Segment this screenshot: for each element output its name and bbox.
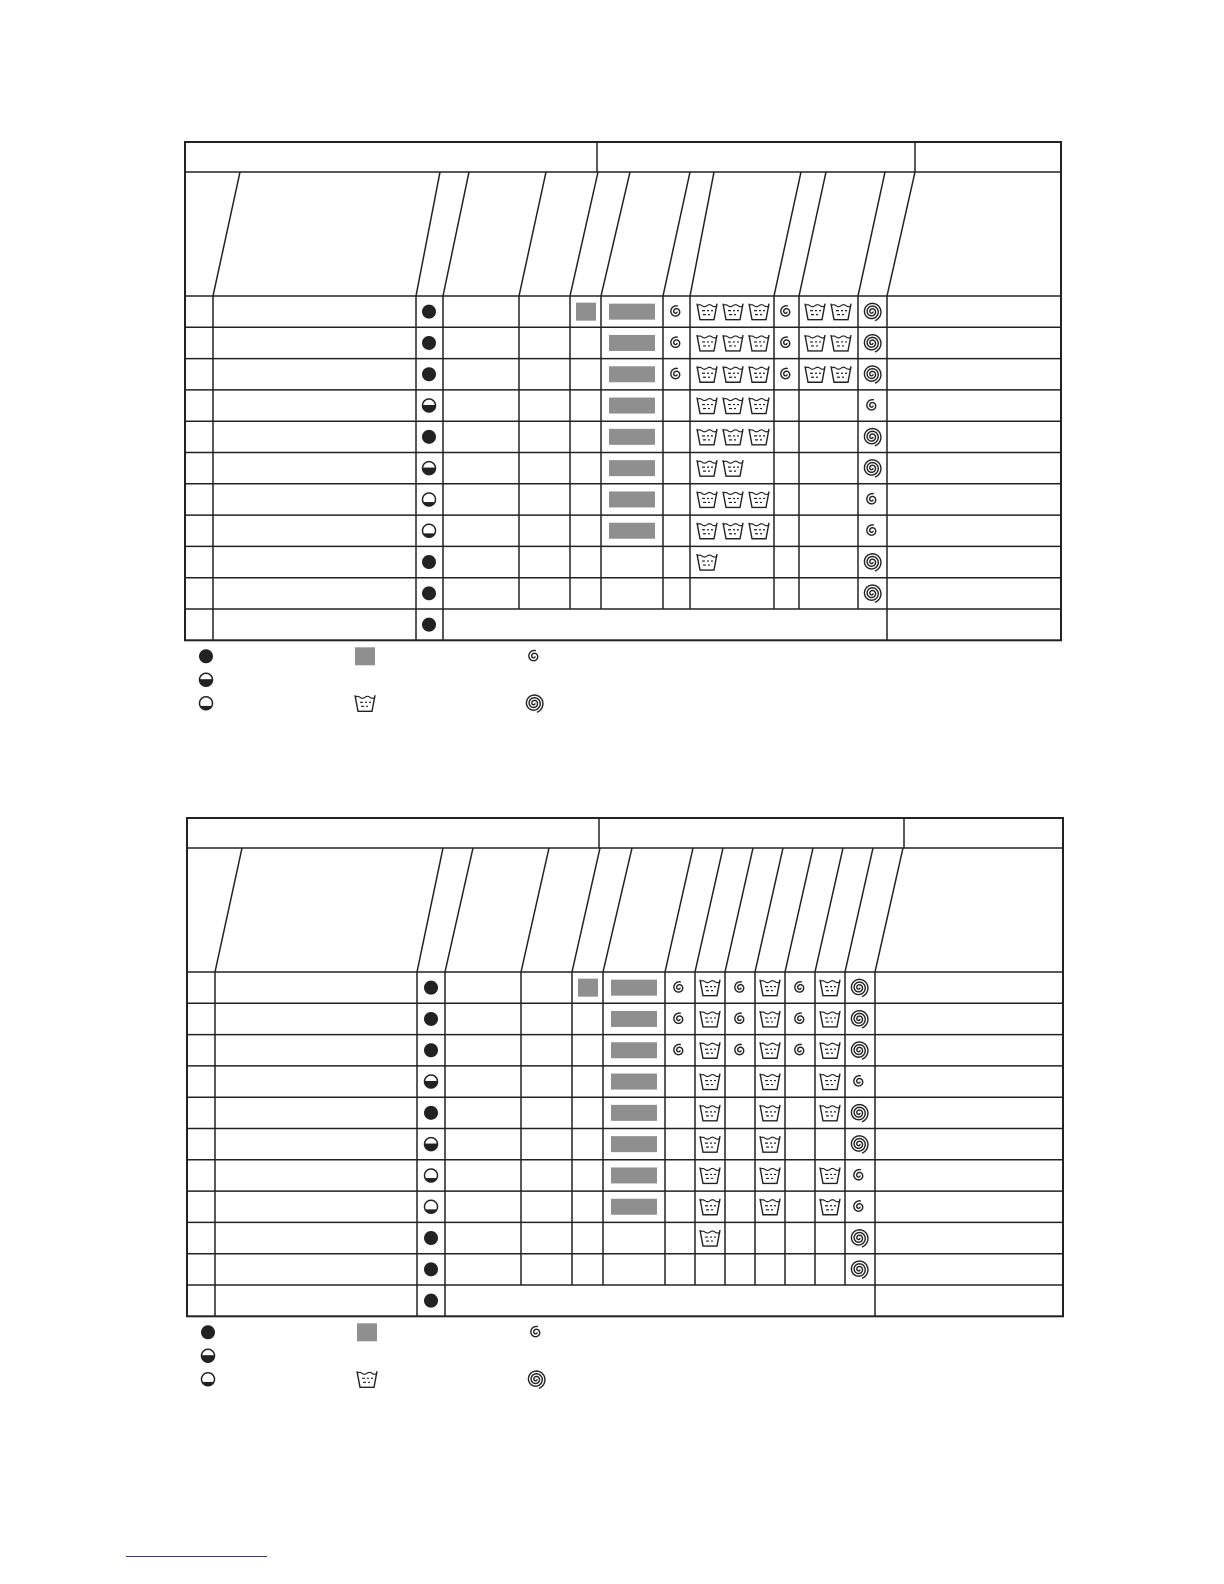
wash-tub-icon <box>700 980 720 996</box>
short-spin-icon <box>671 306 680 316</box>
short-spin-icon <box>529 650 538 660</box>
grey-box-icon <box>576 303 596 321</box>
grey-bar-icon <box>609 335 655 351</box>
table-row <box>422 429 881 446</box>
long-spin-icon <box>864 335 881 352</box>
header-slanted-divider <box>215 848 242 972</box>
header-slanted-divider <box>755 848 783 972</box>
header-slanted-divider <box>774 172 801 296</box>
short-spin-icon <box>781 337 790 347</box>
wash-tub-icon <box>697 429 717 445</box>
header-slanted-divider <box>519 172 546 296</box>
header-slanted-divider <box>858 172 885 296</box>
grey-bar-icon <box>611 1074 657 1090</box>
wash-tub-icon <box>700 1105 720 1121</box>
wash-tub-icon <box>700 1230 720 1246</box>
full-load-circle-icon <box>424 1262 438 1276</box>
wash-tub-icon <box>831 366 851 382</box>
wash-tub-icon <box>355 695 375 711</box>
short-spin-icon <box>867 400 876 410</box>
wash-tub-icon <box>357 1371 377 1387</box>
grey-bar-icon <box>611 1042 657 1058</box>
short-spin-icon <box>781 306 790 316</box>
table-row <box>423 460 881 477</box>
grey-bar-icon <box>611 1136 657 1152</box>
full-load-circle-icon <box>424 1012 438 1026</box>
long-spin-icon <box>864 429 881 446</box>
full-load-circle-icon <box>424 1106 438 1120</box>
half-load-circle-icon <box>425 1075 438 1088</box>
wash-tub-icon <box>760 1042 780 1058</box>
wash-tub-icon <box>820 1011 840 1027</box>
table-row <box>423 491 876 507</box>
long-spin-icon <box>864 366 881 383</box>
wash-tub-icon <box>723 491 743 507</box>
short-spin-icon <box>854 1201 863 1211</box>
header-slanted-divider <box>443 172 469 296</box>
wash-tub-icon <box>700 1136 720 1152</box>
wash-tub-icon <box>749 491 769 507</box>
long-spin-icon <box>864 585 881 602</box>
footer-link-underline <box>126 1556 267 1557</box>
short-spin-icon <box>735 1044 744 1054</box>
grey-box-icon <box>355 647 375 665</box>
grey-bar-icon <box>611 1105 657 1121</box>
grey-bar-icon <box>609 304 655 320</box>
long-spin-icon <box>851 1230 868 1247</box>
half-load-circle-icon <box>423 399 436 412</box>
full-load-circle-icon <box>422 586 436 600</box>
full-load-circle-icon <box>422 367 436 381</box>
long-spin-icon <box>526 695 543 712</box>
long-spin-icon <box>864 460 881 477</box>
table-row <box>422 366 881 383</box>
wash-tub-icon <box>697 398 717 414</box>
grey-bar-icon <box>611 1011 657 1027</box>
wash-tub-icon <box>723 335 743 351</box>
short-spin-icon <box>674 1013 683 1023</box>
wash-tub-icon <box>697 554 717 570</box>
header-slanted-divider <box>601 172 630 296</box>
long-spin-icon <box>864 554 881 571</box>
header-slanted-divider <box>785 848 813 972</box>
table-row <box>425 1074 863 1090</box>
short-spin-icon <box>867 494 876 504</box>
low-load-circle-icon <box>423 493 436 506</box>
header-slanted-divider <box>417 848 443 972</box>
wash-tub-icon <box>749 335 769 351</box>
wash-tub-icon <box>749 429 769 445</box>
wash-tub-icon <box>700 1011 720 1027</box>
full-load-circle-icon <box>424 1294 438 1308</box>
wash-tub-icon <box>820 1074 840 1090</box>
header-slanted-divider <box>572 848 600 972</box>
table-frame <box>185 142 1061 640</box>
grey-bar-icon <box>609 366 655 382</box>
short-spin-icon <box>735 982 744 992</box>
wash-tub-icon <box>697 304 717 320</box>
long-spin-icon <box>851 1011 868 1028</box>
low-load-circle-icon <box>425 1200 438 1213</box>
wash-tub-icon <box>723 429 743 445</box>
wash-tub-icon <box>820 1199 840 1215</box>
low-load-circle-icon <box>423 524 436 537</box>
full-load-circle-icon <box>424 1043 438 1057</box>
wash-tub-icon <box>820 1105 840 1121</box>
wash-tub-icon <box>697 460 717 476</box>
short-spin-icon <box>795 1044 804 1054</box>
short-spin-icon <box>674 1044 683 1054</box>
wash-tub-icon <box>700 1042 720 1058</box>
table-row <box>425 1199 863 1215</box>
wash-tub-icon <box>723 523 743 539</box>
header-slanted-divider <box>445 848 473 972</box>
short-spin-icon <box>531 1326 540 1336</box>
grey-bar-icon <box>611 1199 657 1215</box>
wash-tub-icon <box>697 491 717 507</box>
long-spin-icon <box>851 1261 868 1278</box>
table-row <box>423 398 876 414</box>
full-load-circle-icon <box>422 336 436 350</box>
wash-tub-icon <box>723 304 743 320</box>
wash-tub-icon <box>749 398 769 414</box>
header-slanted-divider <box>213 172 240 296</box>
wash-tub-icon <box>760 1074 780 1090</box>
wash-tub-icon <box>760 1105 780 1121</box>
wash-tub-icon <box>831 304 851 320</box>
header-slanted-divider <box>845 848 873 972</box>
wash-tub-icon <box>723 398 743 414</box>
wash-tub-icon <box>820 1042 840 1058</box>
table-row <box>423 523 876 539</box>
half-load-circle-icon <box>202 1349 215 1362</box>
header-slanted-divider <box>815 848 843 972</box>
short-spin-icon <box>795 1013 804 1023</box>
short-spin-icon <box>671 368 680 378</box>
wash-tub-icon <box>831 335 851 351</box>
program-table-1 <box>0 130 1224 730</box>
wash-tub-icon <box>700 1074 720 1090</box>
table-row <box>422 303 881 321</box>
long-spin-icon <box>864 303 881 320</box>
header-slanted-divider <box>570 172 598 296</box>
full-load-circle-icon <box>422 618 436 632</box>
full-load-circle-icon <box>422 555 436 569</box>
table-row <box>424 1042 868 1059</box>
header-slanted-divider <box>603 848 632 972</box>
half-load-circle-icon <box>423 462 436 475</box>
table-frame <box>187 818 1063 1316</box>
wash-tub-icon <box>805 366 825 382</box>
wash-tub-icon <box>700 1167 720 1183</box>
program-table-2 <box>0 806 1224 1406</box>
wash-tub-icon <box>723 460 743 476</box>
table-row <box>422 335 881 352</box>
header-slanted-divider <box>799 172 826 296</box>
short-spin-icon <box>671 337 680 347</box>
header-slanted-divider <box>663 172 690 296</box>
wash-tub-icon <box>760 980 780 996</box>
short-spin-icon <box>854 1076 863 1086</box>
long-spin-icon <box>851 1042 868 1059</box>
grey-bar-icon <box>609 429 655 445</box>
full-load-circle-icon <box>201 1325 215 1339</box>
grey-box-icon <box>578 979 598 997</box>
short-spin-icon <box>674 982 683 992</box>
short-spin-icon <box>867 525 876 535</box>
table-row <box>422 618 436 632</box>
full-load-circle-icon <box>424 981 438 995</box>
short-spin-icon <box>781 368 790 378</box>
wash-tub-icon <box>697 366 717 382</box>
wash-tub-icon <box>723 366 743 382</box>
table-row <box>424 1261 868 1278</box>
wash-tub-icon <box>760 1199 780 1215</box>
table-row <box>424 1294 438 1308</box>
grey-box-icon <box>357 1323 377 1341</box>
wash-tub-icon <box>760 1167 780 1183</box>
grey-bar-icon <box>609 460 655 476</box>
table-row <box>424 1105 868 1122</box>
header-slanted-divider <box>416 172 440 296</box>
half-load-circle-icon <box>425 1138 438 1151</box>
wash-tub-icon <box>749 366 769 382</box>
header-slanted-divider <box>887 172 915 296</box>
wash-tub-icon <box>805 304 825 320</box>
short-spin-icon <box>854 1170 863 1180</box>
header-slanted-divider <box>690 172 714 296</box>
header-slanted-divider <box>665 848 693 972</box>
table-row <box>422 554 881 571</box>
wash-tub-icon <box>805 335 825 351</box>
wash-tub-icon <box>749 304 769 320</box>
table-row <box>424 1230 868 1247</box>
grey-bar-icon <box>609 523 655 539</box>
legend <box>201 1323 545 1388</box>
long-spin-icon <box>851 1105 868 1122</box>
header-slanted-divider <box>521 848 549 972</box>
header-slanted-divider <box>875 848 903 972</box>
wash-tub-icon <box>749 523 769 539</box>
long-spin-icon <box>528 1371 545 1388</box>
wash-tub-icon <box>820 1167 840 1183</box>
full-load-circle-icon <box>424 1231 438 1245</box>
full-load-circle-icon <box>422 305 436 319</box>
full-load-circle-icon <box>199 649 213 663</box>
short-spin-icon <box>735 1013 744 1023</box>
low-load-circle-icon <box>200 697 213 710</box>
table-row <box>424 1011 868 1028</box>
grey-bar-icon <box>611 980 657 996</box>
grey-bar-icon <box>609 491 655 507</box>
full-load-circle-icon <box>422 430 436 444</box>
wash-tub-icon <box>700 1199 720 1215</box>
header-slanted-divider <box>725 848 753 972</box>
wash-tub-icon <box>760 1011 780 1027</box>
table-row <box>425 1136 868 1153</box>
long-spin-icon <box>851 979 868 996</box>
table-row <box>425 1167 863 1183</box>
grey-bar-icon <box>609 398 655 414</box>
low-load-circle-icon <box>425 1169 438 1182</box>
table-row <box>424 979 868 997</box>
wash-tub-icon <box>760 1136 780 1152</box>
wash-tub-icon <box>697 523 717 539</box>
grey-bar-icon <box>611 1167 657 1183</box>
long-spin-icon <box>851 1136 868 1153</box>
table-row <box>422 585 881 602</box>
wash-tub-icon <box>820 980 840 996</box>
low-load-circle-icon <box>202 1373 215 1386</box>
short-spin-icon <box>795 982 804 992</box>
wash-tub-icon <box>697 335 717 351</box>
legend <box>199 647 543 712</box>
half-load-circle-icon <box>200 673 213 686</box>
header-slanted-divider <box>695 848 723 972</box>
